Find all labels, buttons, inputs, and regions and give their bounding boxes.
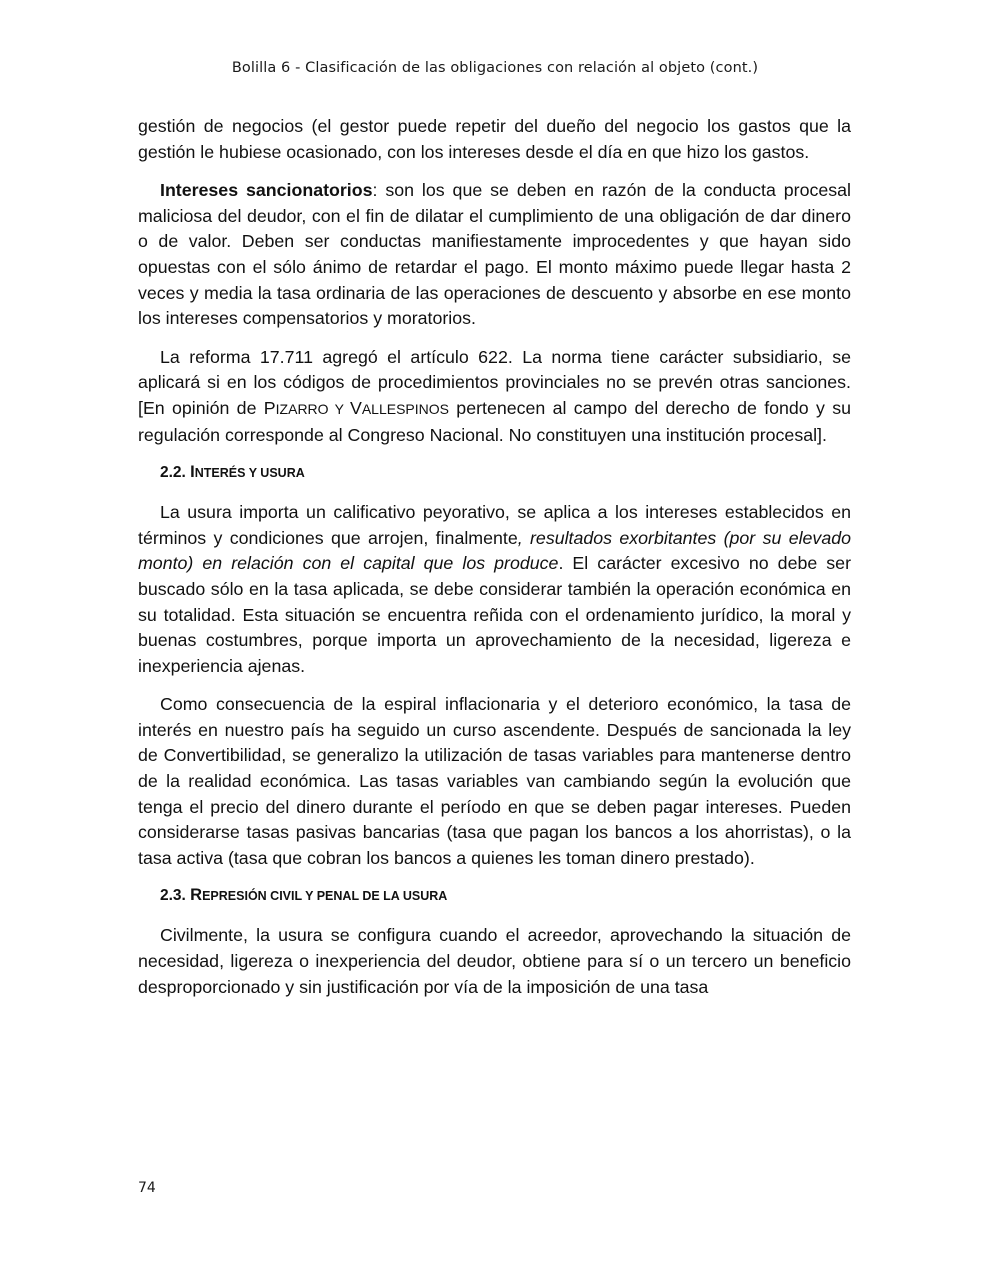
body-text	[138, 114, 851, 1013]
page-number: 74	[138, 1180, 156, 1196]
reforma-text-start: La reforma 17.711 agregó el artículo 622. La norma tiene carácter subsidiario, se aplicará si en los códigos de procedimientos provinciales no se prevén otras sanciones. [En opinión de	[138, 346, 851, 418]
author-pizarro-initial: P	[263, 397, 276, 418]
section-initial: R	[190, 886, 203, 905]
definition-text: : son los que se deben en razón de la conducta procesal maliciosa del deudor, con el fin de dilatar el cumplimiento de una obligación de dar dinero o de valor. Deben ser conductas manifiestamente improcedentes y que hayan sido opuestas con el sólo ánimo de retardar el pago. El monto máximo puede llegar hasta 2 veces y media la tasa ordinaria de las operaciones de descuento y absorbe en ese monto los intereses compensatorios y moratorios.	[138, 180, 851, 329]
reforma-text-end: pertenecen al campo del derecho de fondo y su regulación corresponde al Congreso Nacional. No constituyen una institución procesal].	[138, 397, 852, 445]
section-number: 2.2.	[160, 464, 191, 482]
usura-italic-text: , resultados exorbitantes (por su elevado monto) en relación con el capital que los produce	[138, 527, 851, 574]
paragraph-reforma	[138, 345, 851, 448]
author-vallespinos-rest: ALLESPINOS	[361, 400, 449, 417]
usura-text-start: La usura importa un calificativo peyorativo, se aplica a los intereses establecidos en términos y condiciones que arrojen, finalmente	[138, 502, 851, 548]
section-title-rest: NTERÉS Y USURA	[194, 466, 305, 481]
usura-text-end: . El carácter excesivo no debe ser buscado sólo en la tasa aplicada, se debe considerar también la operación económica en su totalidad. Esta situación se encuentra reñida con el ordenamiento jurídico, la moral y buenas costumbres, porque importa un aprovechamiento de la necesidad, ligereza e inexperiencia ajenas.	[138, 553, 851, 676]
paragraph-civilmente: Civilmente, la usura se configura cuando el acreedor, aprovechando la situación de necesidad, ligereza o inexperiencia del deudor, obtiene para sí o un tercero un beneficio desproporcionado y sin justificación por vía de la imposición de una tasa	[138, 925, 851, 997]
paragraph-intereses-sancionatorios	[138, 178, 851, 332]
paragraph-gestion-negocios: gestión de negocios (el gestor puede repetir del dueño del negocio los gastos que la gestión le hubiese ocasionado, con los intereses desde el día en que hizo los gastos.	[138, 116, 851, 162]
paragraph-espiral-inflacionaria: Como consecuencia de la espiral inflacionaria y el deterioro económico, la tasa de interés en nuestro país ha seguido un curso ascendente. Después de sancionada la ley de Convertibilidad, se generalizo la utilización de tasas variables para mantenerse dentro de la realidad económica. Las tasas variables van cambiando según la evolución que tenga el precio del dinero durante el período en que se deben pagar intereses. Pueden considerarse tasas pasivas bancarias (tasa que pagan los bancos a los ahorristas), o la tasa activa (tasa que cobran los bancos a quienes les toman dinero prestado).	[138, 694, 851, 868]
section-heading-represion-usura	[160, 884, 851, 907]
defined-term: Intereses sancionatorios	[160, 180, 373, 201]
author-pizarro-rest: IZARRO	[275, 400, 329, 417]
paragraph-usura	[138, 500, 851, 679]
section-heading-interes-usura	[160, 461, 851, 484]
section-title-rest: EPRESIÓN CIVIL Y PENAL DE LA USURA	[202, 889, 448, 904]
author-vallespinos-initial: V	[349, 397, 362, 418]
author-conjunction: Y	[328, 400, 350, 417]
running-header: Bolilla 6 - Clasificación de las obligaciones con relación al objeto (cont.)	[231, 60, 759, 76]
section-initial: I	[190, 463, 195, 482]
section-number: 2.3.	[160, 887, 191, 905]
